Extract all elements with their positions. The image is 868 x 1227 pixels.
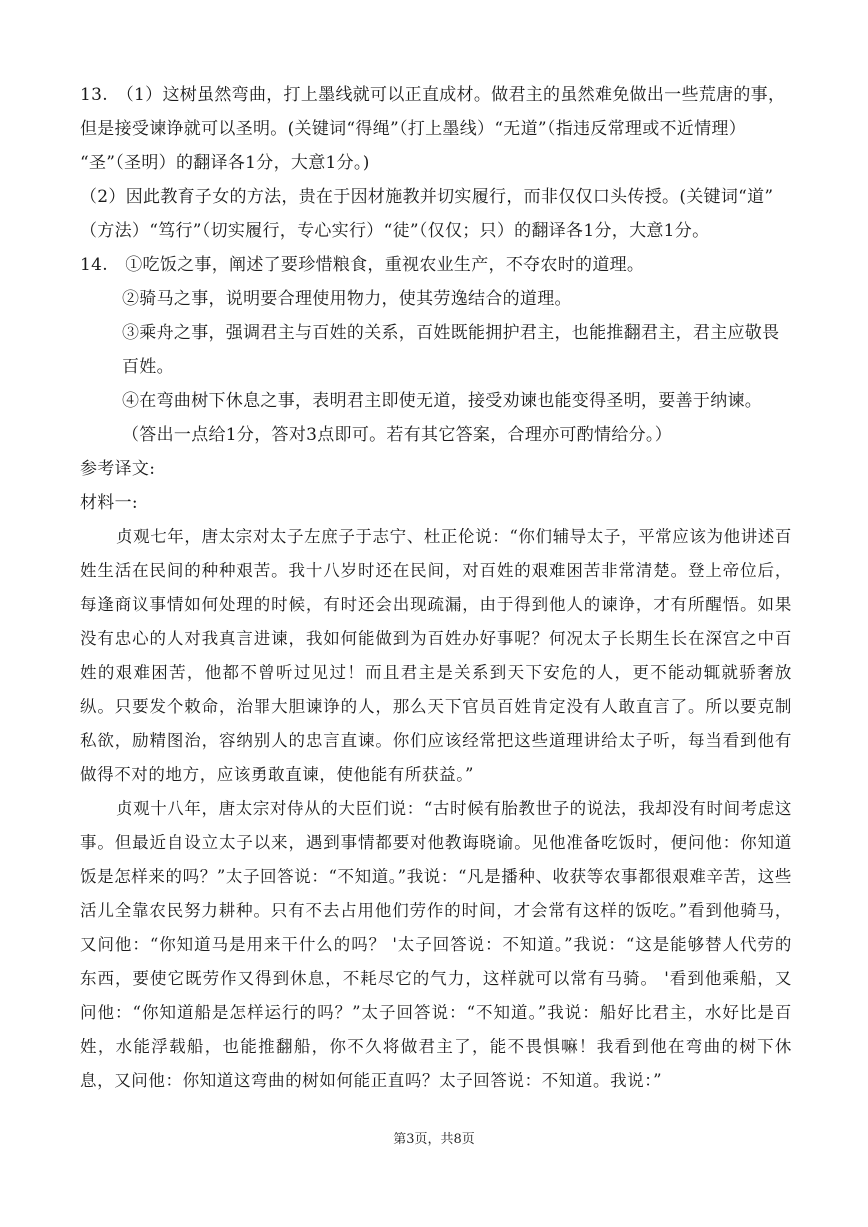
answer-section [80,78,792,520]
q14-answer-line-1: 14. ①吃饭之事，阐述了要珍惜粮食，重视农业生产，不夺农时的道理。 [80,255,645,275]
q13-answer-line-3: “圣”（圣明）的翻译各1分，大意1分。) [80,153,370,173]
q13-answer-line-2: 但是接受谏诤就可以圣明。(关键词“得绳”（打上墨线）“无道”（指违反常理或不近情理） [80,119,746,139]
reference-translation-title: 参考译文: [80,459,156,479]
translation-paragraph-2: 贞观十八年，唐太宗对侍从的大臣们说：“古时候有胎教世子的说法，我却没有时间考虑这事。但最近自设立太子以来，遇到事情都要对他教诲晓谕。见他准备吃饭时，便问他：你知道饭是怎样来的吗？”太子回答说：“不知道。”我说：“凡是播种、收获等农事都很艰难辛苦，这些活儿全靠农民努力耕种。只有不去占用他们劳作的时间，才会常有这样的饭吃。”看到他骑马，又问他：“你知道马是用来干什么的吗？ '太子回答说：不知道。”我说：“这是能够替人代劳的东西，要使它既劳作又得到休息，不耗尽它的气力，这样就可以常有马骑。 '看到他乘船，又问他：“你知道船是怎样运行的吗？”太子回答说：“不知道。”我说：船好比君主，水好比是百姓，水能浮载船，也能推翻船，你不久将做君主了，能不畏惧嘛！我看到他在弯曲的树下休息，又问他：你知道这弯曲的树如何能正直吗？太子回答说：不知道。我说：” [80,799,792,1090]
q14-item-3a: ③乘舟之事，强调君主与百姓的关系，百姓既能拥护君主，也能推翻君主，君主应敬畏 [122,323,780,343]
page-number-footer: 第3页，共8页 [393,1132,475,1147]
q13-part2-line-1: （2）因此教育子女的方法，贵在于因材施教并切实履行，而非仅仅口头传授。(关键词“道” [80,187,774,207]
q13-answer-line-1: 13. （1）这树虽然弯曲，打上墨线就可以正直成材。做君主的虽然难免做出一些荒唐的事， [80,85,786,105]
document-page [80,78,792,1098]
q14-item-4: ④在弯曲树下休息之事，表明君主即使无道，接受劝谏也能变得圣明，要善于纳谏。 [122,391,763,411]
material-one-title: 材料一: [80,493,138,513]
q13-part2-line-2: （方法）“笃行”（切实履行，专心实行）“徒”（仅仅；只）的翻译各1分，大意1分。 [80,221,710,241]
q14-item-2: ②骑马之事，说明要合理使用物力，使其劳逸结合的道理。 [122,289,572,309]
q14-scoring-note: （答出一点给1分，答对3点即可。若有其它答案，合理亦可酌情给分。） [122,425,673,445]
q14-item-3b: 百姓。 [122,357,174,377]
translation-paragraph-1: 贞观七年，唐太宗对太子左庶子于志宁、杜正伦说：“你们辅导太子，平常应该为他讲述百姓生活在民间的种种艰苦。我十八岁时还在民间，对百姓的艰难困苦非常清楚。登上帝位后，每逢商议事情如何处理的时候，有时还会出现疏漏，由于得到他人的谏诤，才有所醒悟。如果没有忠心的人对我真言进谏，我如何能做到为百姓办好事呢？何况太子长期生长在深宫之中百姓的艰难困苦，他都不曾听过见过！而且君主是关系到天下安危的人，更不能动辄就骄奢放纵。只要发个敕命，治罪大胆谏诤的人，那么天下官员百姓肯定没有人敢直言了。所以要克制私欲，励精图治，容纳别人的忠言直谏。你们应该经常把这些道理讲给太子听，每当看到他有做得不对的地方，应该勇敢直谏，使他能有所获益。” [80,527,792,784]
